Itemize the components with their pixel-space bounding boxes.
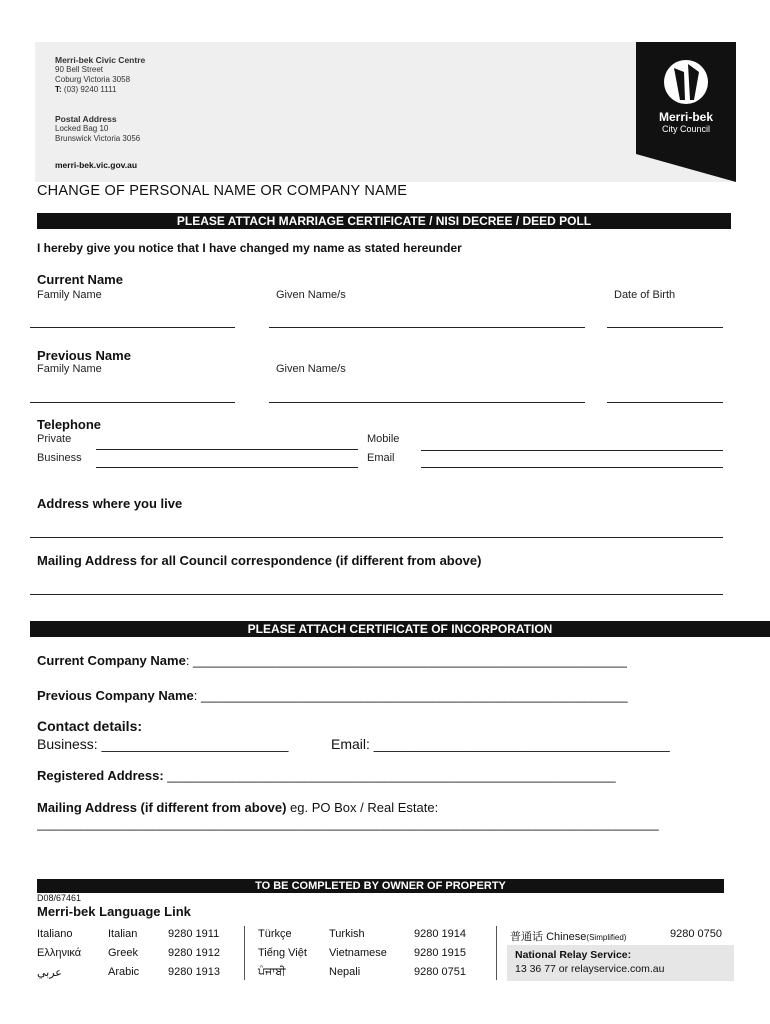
lang-greek-number: 9280 1912 (168, 947, 220, 959)
company-mailing-row (37, 800, 438, 815)
address-live-heading: Address where you live (37, 496, 183, 511)
lang-chinese-native: 普通话 (510, 931, 543, 943)
phone-line (55, 85, 145, 95)
website-link[interactable]: merri-bek.vic.gov.au (55, 160, 138, 170)
form-title: CHANGE OF PERSONAL NAME OR COMPANY NAME (37, 183, 408, 199)
footer-divider-1 (244, 926, 245, 980)
civic-centre-name: Merri-bek Civic Centre (55, 55, 146, 65)
dob-field[interactable] (607, 327, 723, 328)
dob-label: Date of Birth (614, 289, 676, 301)
lang-chinese-number: 9280 0750 (670, 928, 722, 940)
section2-bar: PLEASE ATTACH CERTIFICATE OF INCORPORATION (30, 621, 770, 637)
street: 90 Bell Street (55, 65, 104, 74)
contact-business-field[interactable]: Business: ________________________ (37, 736, 289, 752)
business-phone-field[interactable] (96, 467, 358, 468)
current-given-field[interactable] (269, 327, 585, 328)
lang-arabic-english: Arabic (108, 966, 140, 978)
mailing-address-field[interactable] (30, 594, 723, 595)
postal-address (55, 114, 140, 144)
suburb: Coburg Victoria 3058 (55, 75, 131, 84)
lang-vietnamese-english: Vietnamese (329, 947, 387, 959)
lang-chinese-row (510, 928, 626, 944)
private-phone-field[interactable] (96, 449, 358, 450)
phone-label: T: (55, 85, 62, 94)
previous-name-heading: Previous Name (37, 348, 131, 363)
mobile-field[interactable] (421, 450, 723, 451)
lang-nepali-number: 9280 0751 (414, 966, 466, 978)
company-mailing-label: Mailing Address (if different from above) (37, 800, 287, 815)
postal-title: Postal Address (55, 114, 117, 124)
lang-turkish-native: Türkçe (258, 928, 292, 940)
previous-given-field[interactable] (269, 402, 585, 403)
postal-line2: Brunswick Victoria 3056 (55, 134, 141, 143)
logo-subtitle: City Council (661, 124, 710, 134)
civic-centre-address (55, 55, 145, 95)
lang-arabic-number: 9280 1913 (168, 966, 220, 978)
lang-turkish-english: Turkish (329, 928, 365, 940)
mailing-address-heading: Mailing Address for all Council correspondence (if different from above) (37, 553, 482, 568)
contact-email-field[interactable]: Email: ______________________________________ (331, 736, 670, 752)
current-company-label: Current Company Name (37, 653, 186, 668)
section1-bar: PLEASE ATTACH MARRIAGE CERTIFICATE / NISI DECREE / DEED POLL (37, 213, 731, 229)
lang-chinese-english: Chinese (546, 931, 587, 943)
previous-family-field[interactable] (30, 402, 235, 403)
lang-vietnamese-native: Tiếng Việt (258, 947, 307, 959)
registered-address-row[interactable] (37, 768, 616, 783)
lang-chinese-sub: (Simplified) (586, 933, 627, 942)
previous-company-row[interactable] (37, 688, 628, 703)
notice-text: I hereby give you notice that I have changed my name as stated hereunder (37, 241, 462, 255)
email-label: Email (367, 452, 395, 464)
current-company-field[interactable]: : ____________________________________________________________ (185, 653, 627, 668)
lang-italian-number: 9280 1911 (168, 928, 220, 940)
lang-greek-native: Ελληνικά (37, 947, 82, 959)
current-family-field[interactable] (30, 327, 235, 328)
relay-detail[interactable]: 13 36 77 or relayservice.com.au (515, 963, 665, 975)
address-live-field[interactable] (30, 537, 723, 538)
mobile-label: Mobile (367, 433, 400, 445)
lang-vietnamese-number: 9280 1915 (414, 947, 466, 959)
current-given-label: Given Name/s (276, 289, 346, 301)
lang-turkish-number: 9280 1914 (414, 928, 466, 940)
contact-details-heading: Contact details: (37, 718, 143, 734)
current-family-label: Family Name (37, 289, 102, 301)
lang-italian-native: Italiano (37, 928, 73, 940)
current-name-heading: Current Name (37, 272, 123, 287)
private-label: Private (37, 433, 72, 445)
previous-extra-field[interactable] (607, 402, 723, 403)
language-link-title: Merri-bek Language Link (37, 904, 191, 919)
registered-address-label: Registered Address: (37, 768, 164, 783)
doc-reference: D08/67461 (37, 893, 82, 903)
email-field[interactable] (421, 467, 723, 468)
lang-greek-english: Greek (108, 947, 138, 959)
previous-company-field[interactable]: : ___________________________________________________________ (193, 688, 628, 703)
logo-name: Merri-bek (658, 110, 714, 124)
lang-nepali-native: ਪੰਜਾਬੀ (258, 966, 286, 978)
lang-italian-english: Italian (108, 928, 138, 940)
company-mailing-field[interactable]: ______________________________________________________________________________________ (37, 816, 659, 831)
footer-divider-2 (496, 926, 497, 980)
relay-title: National Relay Service: (515, 949, 632, 961)
postal-line1: Locked Bag 10 (55, 124, 109, 133)
lang-arabic-native: عربي (37, 967, 62, 979)
previous-family-label: Family Name (37, 363, 102, 375)
previous-given-label: Given Name/s (276, 363, 346, 375)
lang-nepali-english: Nepali (329, 966, 361, 978)
business-label: Business (37, 452, 82, 464)
phone-number: (03) 9240 1111 (63, 85, 117, 94)
current-company-row[interactable] (37, 653, 627, 668)
telephone-heading: Telephone (37, 417, 102, 432)
registered-address-field[interactable]: ______________________________________________________________ (163, 768, 616, 783)
previous-company-label: Previous Company Name (37, 688, 194, 703)
company-mailing-hint: eg. PO Box / Real Estate: (286, 800, 439, 815)
owner-bar: TO BE COMPLETED BY OWNER OF PROPERTY (37, 879, 724, 893)
